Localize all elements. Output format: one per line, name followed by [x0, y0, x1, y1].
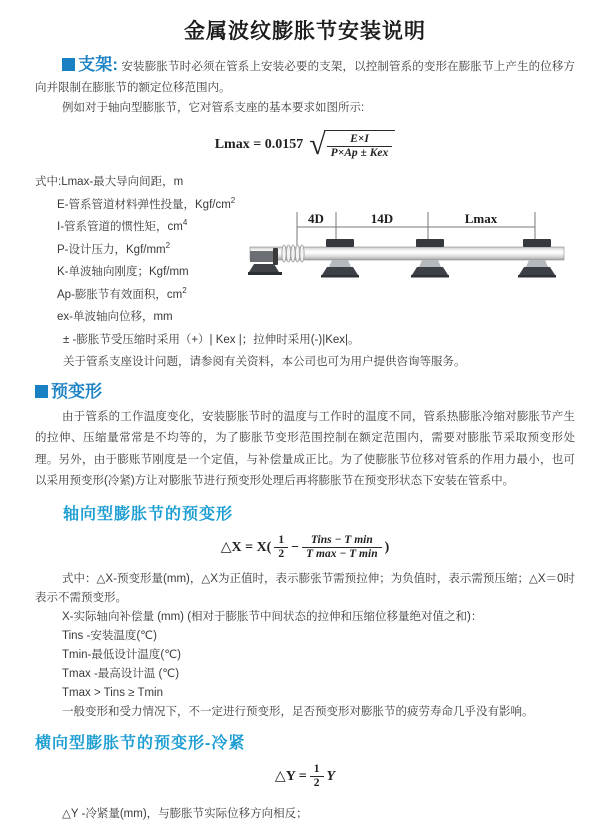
predeform-section-heading	[35, 377, 575, 402]
transverse-formula	[35, 762, 575, 792]
transverse-formula-lhs: △Y =	[274, 769, 307, 785]
temperature-fraction: $\frac{\text{Tins − T min}}{\text{T max − T min}}$	[302, 534, 382, 561]
definition-i: I-管系管道的惯性矩，$cm^4$	[57, 218, 188, 233]
axial-def-tmin: Tmin-最低设计温度(℃)	[62, 648, 181, 661]
lmax-formula	[35, 127, 575, 163]
lmax-fraction	[327, 133, 393, 160]
transverse-subsection-heading: 横向型膨胀节的预变形-冷紧	[35, 734, 246, 752]
support-section-label	[62, 55, 119, 74]
half-fraction: $\frac{1}{2}$	[310, 763, 324, 790]
half-fraction: $\frac{1}{2}$	[274, 534, 288, 561]
support-paragraph	[35, 54, 575, 99]
axial-def-tmax: Tmax -最高设计温 (℃)	[62, 667, 180, 680]
axial-def-tins: Tins -安装温度(℃)	[62, 629, 157, 642]
definition-ap: Ap-膨胀节有效面积，$cm^2$	[57, 285, 187, 301]
dim-label-14d: 14D	[370, 211, 394, 226]
radical-sign-icon: √	[309, 128, 326, 161]
blue-square-icon	[35, 385, 48, 398]
transverse-formula-rhs: Y	[326, 768, 336, 784]
square-root	[309, 130, 395, 160]
minus-sign: −	[291, 539, 300, 555]
fraction-denominator: P×Ap ± Kex	[330, 147, 389, 159]
pipe-support-diagram	[248, 207, 598, 307]
definition-ex: ex-单波轴向位移，mm	[57, 311, 173, 324]
support-intro-text: 安装膨胀节时必须在管系上安装必要的支架，以控制管系的变形在膨胀节上产生的位移方向并限制在膨胀节的额定位移范围内。	[35, 61, 576, 94]
bellows-section	[282, 245, 304, 262]
page-title: 金属波纹膨胀节安装说明	[184, 20, 426, 43]
definition-plusminus: ± -膨胀节受压缩时采用（+）| Kex |；拉伸时采用(-)|Kex|。	[63, 333, 360, 346]
consulting-note: 关于管系支座设计问题，请参阅有关资料，本公司也可为用户提供咨询等服务。	[63, 356, 466, 369]
support-example-line: 例如对于轴向型膨胀节，它对管系支座的基本要求如图所示:	[62, 102, 365, 114]
lmax-formula-lhs: Lmax = 0.0157	[214, 137, 304, 152]
definition-k: K-单波轴向刚度；Kgf/mm	[57, 265, 189, 278]
blue-square-icon	[62, 58, 75, 71]
support-label-text: 支架:	[78, 55, 119, 74]
axial-def-x: X-实际轴向补偿量 (mm) (相对于膨胀节中间状态的拉伸和压缩位移量绝对值之和)：	[62, 610, 483, 623]
axial-formula-rhs: )	[384, 539, 390, 555]
fraction-numerator: E×I	[327, 133, 393, 147]
definition-lmax: 式中:Lmax-最大导向间距，m	[35, 175, 184, 188]
dim-label-4d: 4D	[308, 211, 324, 226]
transverse-note: △Y -冷紧量(mm)，与膨胀节实际位移方向相反；	[62, 807, 308, 820]
axial-inequality: Tmax > Tins ≥ Tmin	[62, 686, 163, 699]
predeform-label-text: 预变形	[51, 381, 102, 401]
dim-label-lmax: Lmax	[464, 211, 498, 226]
radicand	[324, 130, 396, 160]
axial-subsection-heading: 轴向型膨胀节的预变形	[63, 505, 234, 523]
axial-closing-note: 一般变形和受力情况下，不一定进行预变形，足否预变形对膨胀节的疲劳寿命几乎没有影响。	[62, 705, 534, 718]
axial-intro-paragraph: 式中：△X-预变形量(mm)，△X为正值时，表示膨张节需预拉伸；为负值时，表示需预压缩；△X＝0时表示不需预变形。	[35, 572, 575, 604]
axial-formula	[35, 531, 575, 565]
definition-e: E-管系管道材料弹性投量，Kgf/$cm^2$	[57, 195, 236, 211]
anchor-support	[248, 248, 282, 275]
axial-formula-lhs: △X = X(	[220, 540, 272, 556]
document-page	[0, 15, 600, 820]
predeform-paragraph: 由于管系的工作温度变化，安装膨胀节时的温度与工作时的温度不同，管系热膨胀冷缩对膨胀节产生的拉伸、压缩量常常是不均等的，为了膨胀节变形范围控制在额定范围内，需要对膨胀节采取预变形处理。另外，由于膨账节刚度是一个定值，与补偿量成正比。为了使膨胀节位移对管系的作用力最小，也可以采用预变形(冷紧)方让对膨胀节进行预变形处理后再将膨胀节在预变形状态下安装在管系中。	[35, 410, 575, 488]
definition-p: P-设计压力，Kgf/$mm^2$	[57, 240, 171, 256]
